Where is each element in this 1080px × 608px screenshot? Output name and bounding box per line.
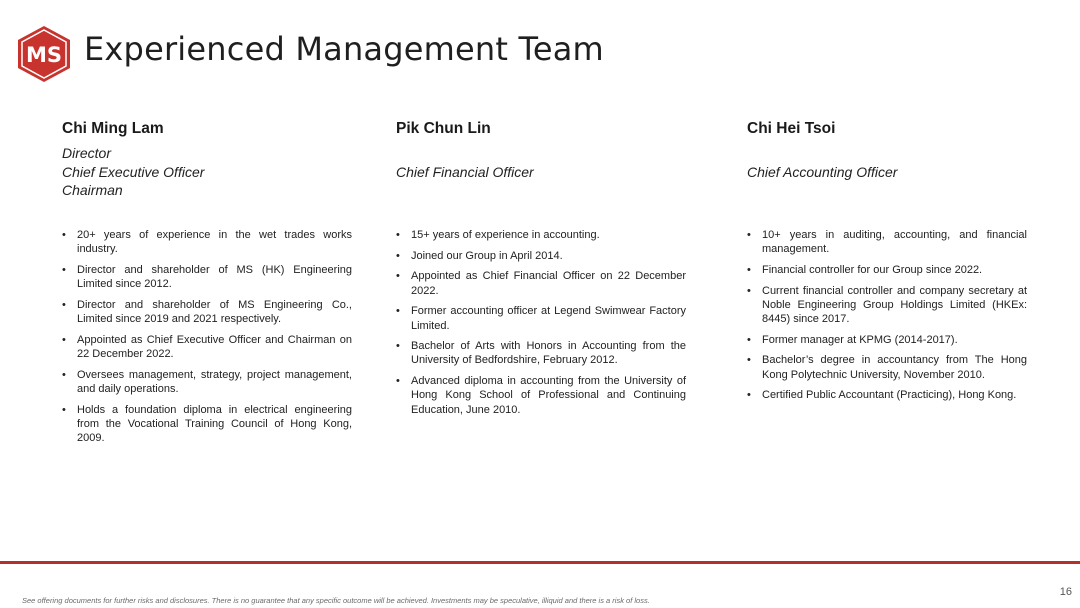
bio-item — [62, 228, 352, 256]
role-title: Chief Executive Officer — [62, 163, 205, 180]
role-list — [396, 144, 686, 228]
bio-item — [396, 249, 686, 263]
profile-column — [747, 118, 1027, 409]
bullet-icon: • — [396, 340, 400, 353]
bio-text: Advanced diploma in accounting from the University of Hong Kong School of Professional and Continuing Education, June 2010. — [411, 375, 686, 416]
bullet-icon: • — [747, 354, 751, 367]
bullet-icon: • — [62, 333, 66, 346]
role-title — [396, 144, 686, 163]
profile-column — [62, 118, 352, 452]
bio-list — [62, 228, 352, 445]
bio-item — [396, 339, 686, 367]
bio-text: Director and shareholder of MS Engineering Co., Limited since 2019 and 2021 respectively. — [77, 298, 352, 326]
bio-text: Financial controller for our Group since 2022. — [762, 263, 983, 276]
company-logo — [16, 25, 72, 83]
bio-text: Appointed as Chief Executive Officer and Chairman on 22 December 2022. — [77, 333, 352, 360]
bullet-icon: • — [396, 375, 400, 388]
bio-item — [62, 263, 352, 291]
bullet-icon: • — [62, 263, 66, 276]
bio-text: Holds a foundation diploma in electrical engineering from the Vocational Training Council of Hong Kong, 2009. — [77, 403, 352, 444]
page-number: 16 — [1059, 586, 1072, 598]
bio-item — [747, 263, 1027, 277]
bio-text: Bachelor of Arts with Honors in Accounting from the University of Bedfordshire, February 2012. — [411, 340, 686, 367]
bio-text: 20+ years of experience in the wet trades works industry. — [77, 229, 352, 256]
bio-text: Oversees management, strategy, project management, and daily operations. — [77, 368, 352, 395]
role-list — [747, 144, 1027, 228]
bio-text: Certified Public Accountant (Practicing), Hong Kong. — [762, 389, 1017, 402]
bullet-icon: • — [62, 229, 66, 241]
bio-text: 10+ years in auditing, accounting, and financial management. — [762, 229, 1027, 256]
bullet-icon: • — [62, 368, 66, 381]
bio-item — [747, 353, 1027, 381]
bio-list — [747, 228, 1027, 403]
bullet-icon: • — [62, 298, 66, 311]
bio-item — [396, 304, 686, 332]
bio-text: Current financial controller and company secretary at Noble Engineering Group Holdings Limited (HKEx: 8445) since 2017. — [762, 284, 1027, 326]
bio-item — [62, 403, 352, 446]
bio-item — [396, 269, 686, 297]
bio-item — [396, 228, 686, 242]
person-name: Chi Ming Lam — [62, 120, 164, 137]
bio-text: Bachelor’s degree in accountancy from The Hong Kong Polytechnic University, November 2010. — [762, 354, 1027, 381]
role-list — [62, 144, 352, 228]
role-title — [747, 144, 1027, 163]
bio-item — [62, 368, 352, 396]
bio-text: 15+ years of experience in accounting. — [411, 229, 600, 241]
profile-column — [396, 118, 686, 423]
bullet-icon: • — [396, 270, 400, 283]
role-title: Director — [62, 145, 112, 161]
bullet-icon: • — [396, 229, 400, 241]
bullet-icon: • — [396, 249, 400, 262]
bullet-icon: • — [62, 403, 66, 416]
person-name: Chi Hei Tsoi — [747, 120, 836, 137]
role-title: Chief Financial Officer — [396, 163, 534, 180]
bio-item — [747, 284, 1027, 327]
footer-divider — [0, 561, 1080, 564]
bio-item — [62, 333, 352, 361]
bullet-icon: • — [747, 229, 751, 241]
bullet-icon: • — [747, 284, 751, 297]
bullet-icon: • — [747, 389, 751, 402]
bullet-icon: • — [747, 333, 751, 346]
bio-text: Director and shareholder of MS (HK) Engineering Limited since 2012. — [77, 263, 352, 291]
logo-text: MS — [25, 43, 63, 67]
bio-item — [396, 374, 686, 417]
bullet-icon: • — [396, 305, 400, 318]
bio-list — [396, 228, 686, 417]
bullet-icon: • — [747, 263, 751, 276]
bio-text: Former accounting officer at Legend Swimwear Factory Limited. — [411, 305, 686, 332]
bio-item — [747, 228, 1027, 256]
bio-item — [62, 298, 352, 326]
role-title: Chief Accounting Officer — [747, 163, 898, 180]
role-title: Chairman — [62, 182, 123, 198]
bio-text: Joined our Group in April 2014. — [411, 249, 563, 262]
disclaimer-text: See offering documents for further risks and disclosures. There is no guarantee that any specific outcome will be achieved. Investments may be speculative, illiquid and there is a risk of loss. — [22, 596, 650, 605]
bio-text: Appointed as Chief Financial Officer on 22 December 2022. — [411, 270, 686, 297]
bio-item — [747, 388, 1027, 402]
bio-item — [747, 333, 1027, 347]
person-name: Pik Chun Lin — [396, 120, 491, 137]
page-title: Experienced Management Team — [84, 30, 604, 68]
bio-text: Former manager at KPMG (2014-2017). — [762, 333, 958, 346]
